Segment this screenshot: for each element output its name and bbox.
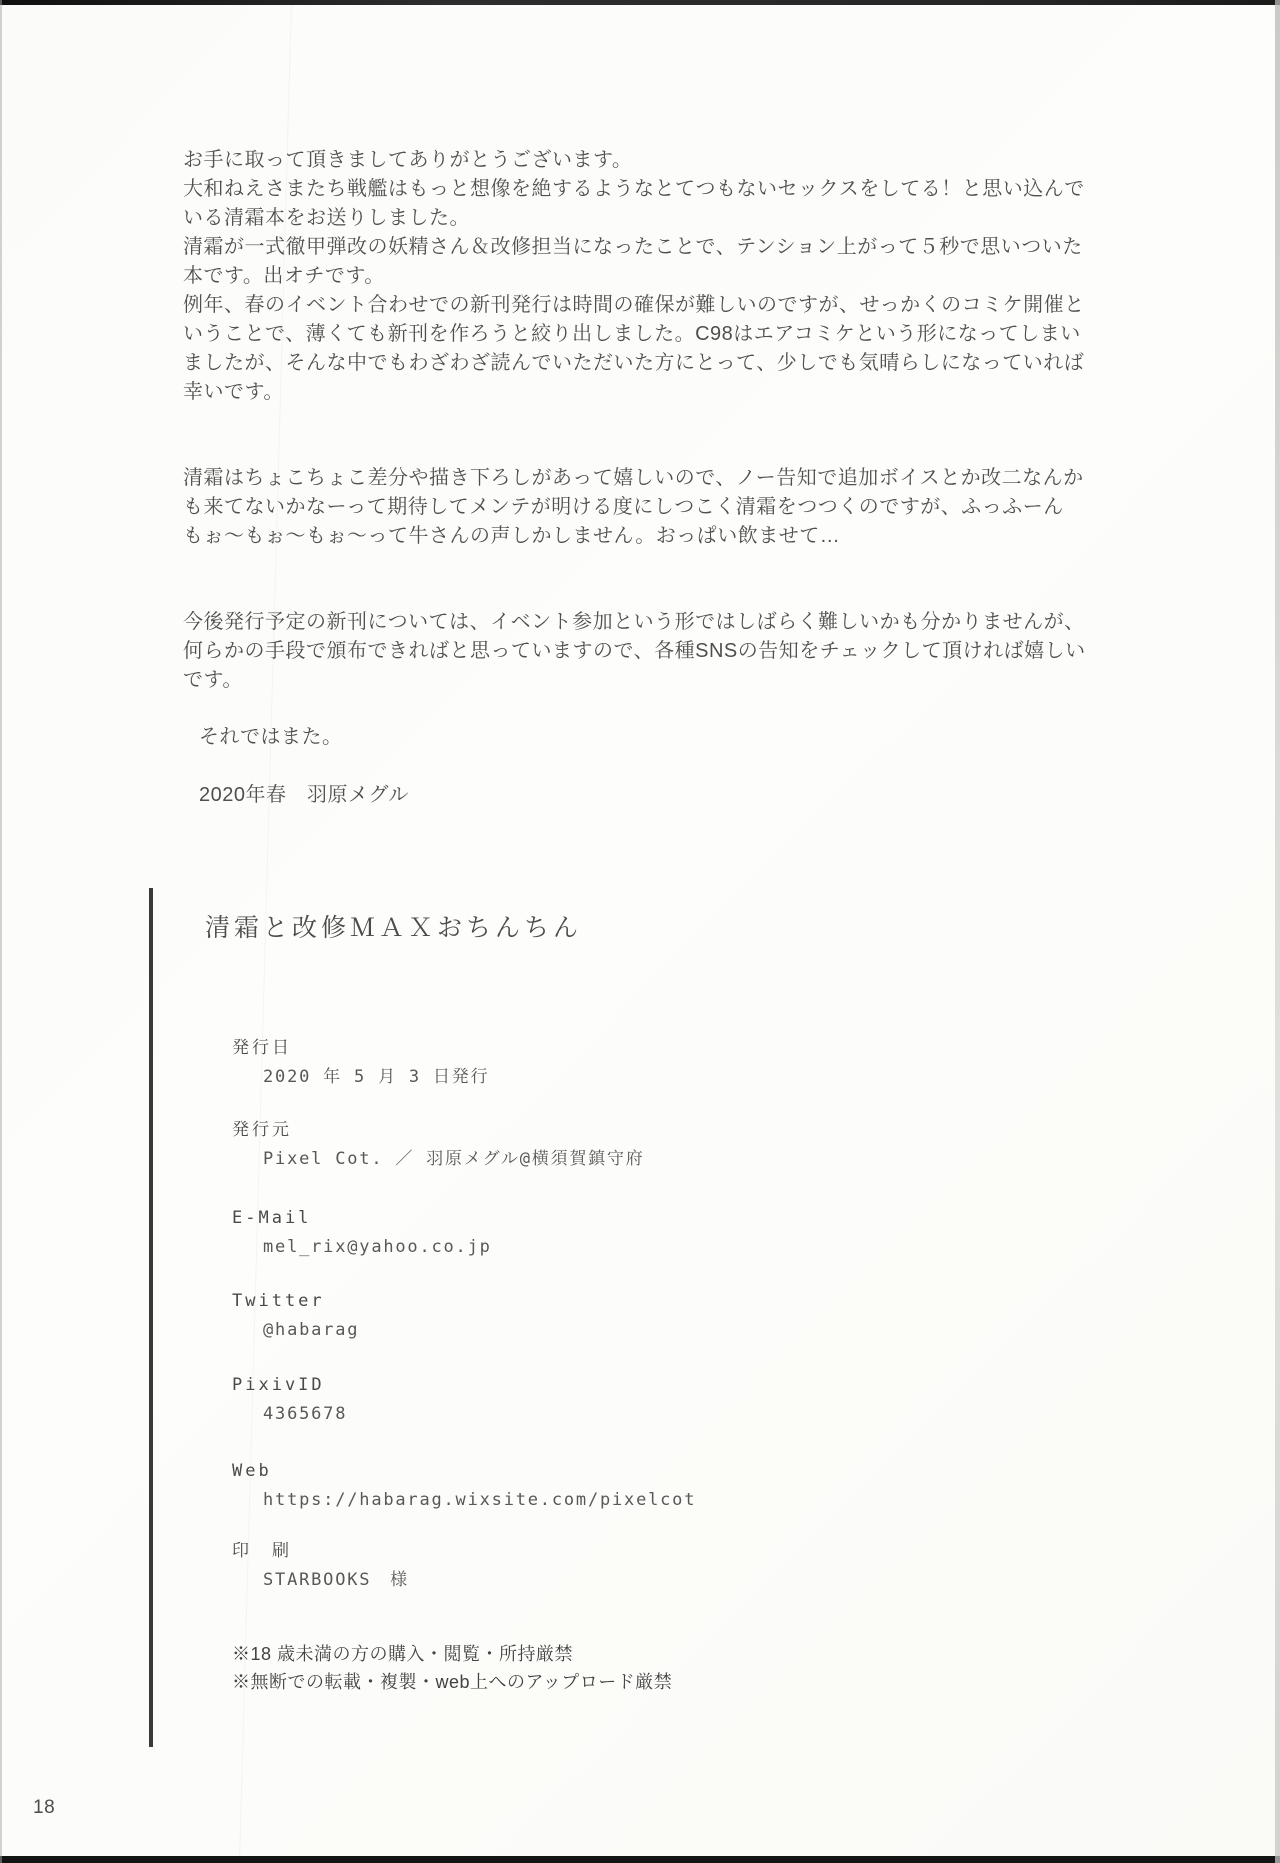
colophon-entry-value: 4365678 — [263, 1404, 348, 1424]
colophon-title: 清霜と改修ＭＡＸおちんちん — [205, 914, 583, 942]
colophon-entry-pixiv-id — [232, 1375, 347, 1424]
afterword-text — [183, 146, 1086, 810]
afterword-closing: それではまた。 — [199, 726, 343, 748]
afterword-paragraph-2 — [183, 464, 1086, 551]
afterword-line: 何らかの手段で頒布できればと思っていますので、各種SNSの告知をチェックして頂ければ嬉しい — [183, 640, 1086, 662]
colophon-entry-value: 2020 年 5 月 3 日発行 — [263, 1067, 490, 1087]
colophon-entry-label: 発行日 — [232, 1038, 292, 1058]
colophon-entry-web — [232, 1461, 696, 1510]
colophon-entry-label: E-Mail — [232, 1208, 312, 1228]
colophon-entry-printer — [232, 1541, 409, 1590]
colophon-entry-label: PixivID — [232, 1375, 325, 1395]
afterword-line: です。 — [183, 669, 243, 691]
afterword-line: もぉ〜もぉ〜もぉ〜って牛さんの声しかしません。おっぱい飲ませて… — [183, 525, 841, 547]
scan-edge-right — [1275, 0, 1280, 1863]
afterword-line: いる清霜本をお送りしました。 — [183, 207, 470, 229]
colophon-entry-label: 発行元 — [232, 1120, 292, 1140]
colophon-entry-publish-date — [232, 1038, 489, 1087]
colophon-entry-publisher — [232, 1120, 645, 1169]
afterword-paragraph-3 — [183, 608, 1086, 695]
colophon-entry-value: STARBOOKS 様 — [263, 1570, 409, 1590]
colophon-entry-value: mel_rix@yahoo.co.jp — [263, 1237, 492, 1257]
afterword-line: お手に取って頂きましてありがとうございます。 — [183, 149, 633, 171]
afterword-line: 例年、春のイベント合わせでの新刊発行は時間の確保が難しいのですが、せっかくのコミケ開催と — [183, 294, 1085, 316]
colophon-entry-value: https://habarag.wixsite.com/pixelcot — [263, 1490, 697, 1510]
scan-edge-left — [0, 0, 2, 1863]
afterword-line: 幸いです。 — [183, 381, 284, 403]
afterword-line: 大和ねえさまたち戦艦はもっと想像を絶するようなとてつもないセックスをしてる！と思い込んで — [183, 178, 1085, 200]
colophon-entry-email — [232, 1208, 492, 1257]
afterword-line: いうことで、薄くても新刊を作ろうと絞り出しました。C98はエアコミケという形になってしまい — [183, 323, 1081, 345]
colophon-entry-value: Pixel Cot. ／ 羽原メグル@横須賀鎮守府 — [263, 1149, 645, 1169]
afterword-line: 本です。出オチです。 — [183, 265, 385, 287]
colophon-divider-bar — [149, 888, 153, 1747]
afterword-line: 今後発行予定の新刊については、イベント参加という形ではしばらく難しいかも分かりませんが、 — [183, 611, 1085, 633]
scan-edge-top — [0, 0, 1280, 5]
colophon-notice: ※18 歳未満の方の購入・閲覧・所持厳禁 — [232, 1644, 574, 1664]
colophon-entry-label: Twitter — [232, 1291, 325, 1311]
colophon-notice: ※無断での転載・複製・web上へのアップロード厳禁 — [232, 1672, 673, 1692]
colophon-entry-value: @habarag — [263, 1320, 360, 1340]
afterword-line: 清霜はちょこちょこ差分や描き下ろしがあって嬉しいので、ノー告知で追加ボイスとか改二なんか — [183, 467, 1084, 489]
scan-edge-bottom — [0, 1856, 1280, 1863]
afterword-signature: 2020年春 羽原メグル — [199, 784, 409, 806]
afterword-line: ましたが、そんな中でもわざわざ読んでいただいた方にとって、少しでも気晴らしになっていれば — [183, 352, 1085, 374]
colophon-entry-label: Web — [232, 1461, 272, 1481]
afterword-line: も来てないかなーって期待してメンテが明ける度にしつこく清霜をつつくのですが、ふっふーん — [183, 496, 1064, 518]
afterword-line: 清霜が一式徹甲弾改の妖精さん＆改修担当になったことで、テンション上がって５秒で思いついた — [183, 236, 1083, 258]
colophon-entry-label: 印 刷 — [232, 1541, 292, 1561]
page-number: 18 — [33, 1797, 56, 1818]
colophon-entry-twitter — [232, 1291, 359, 1340]
afterword-paragraph-1 — [183, 146, 1086, 407]
